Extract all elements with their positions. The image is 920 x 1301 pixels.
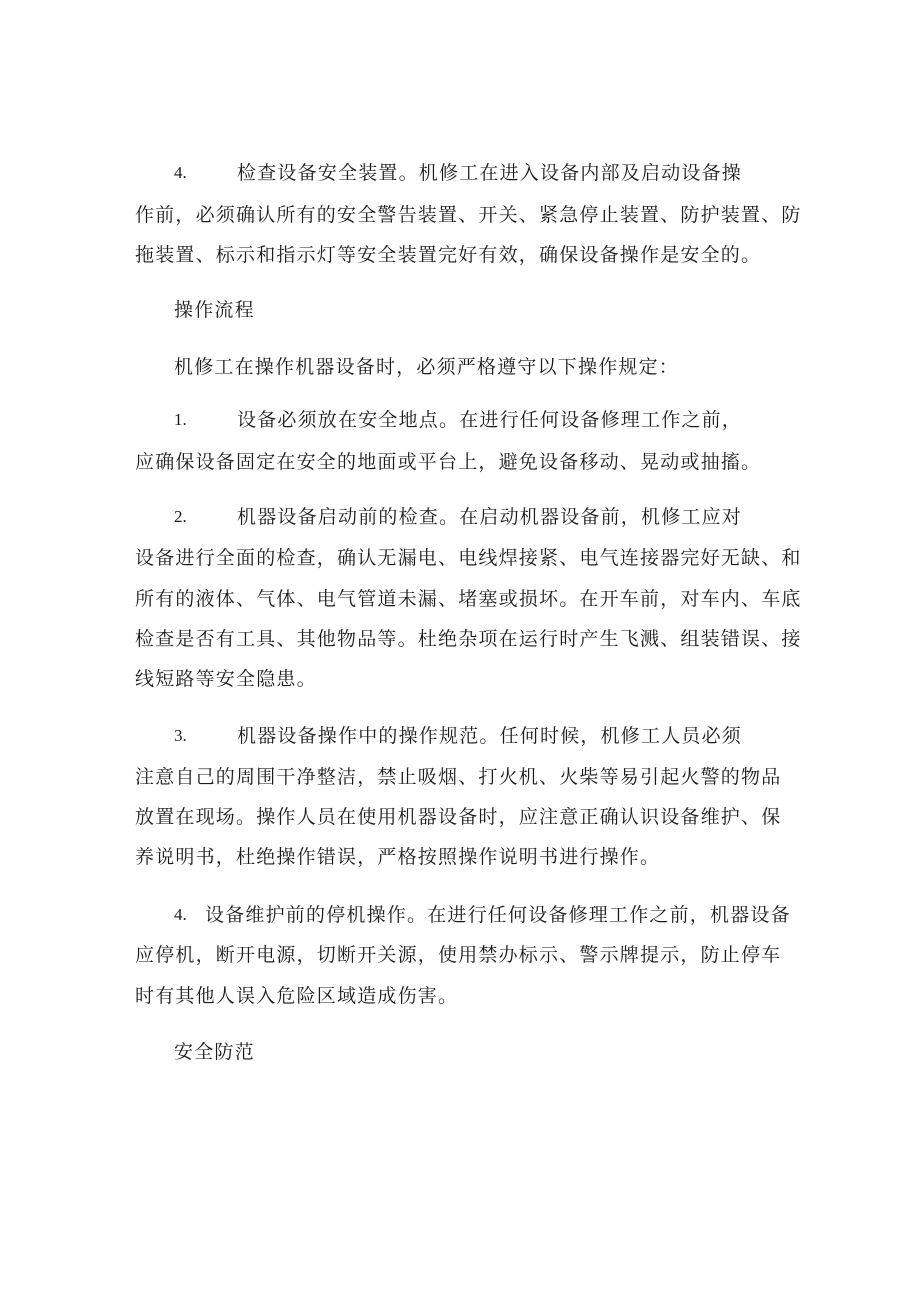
paragraph-line: 注意自己的周围干净整洁，禁止吸烟、打火机、火柴等易引起火警的物品 bbox=[135, 766, 782, 788]
paragraph-line: 设备维护前的停机操作。在进行任何设备修理工作之前，机器设备 bbox=[205, 904, 791, 926]
paragraph-line: 设备进行全面的检查，确认无漏电、电线焊接紧、电气连接器完好无缺、和 bbox=[135, 547, 802, 569]
paragraph-line: 养说明书，杜绝操作错误，严格按照操作说明书进行操作。 bbox=[135, 846, 661, 868]
item-number: 4. bbox=[174, 905, 187, 924]
section-heading-operation: 操作流程 bbox=[174, 299, 255, 321]
paragraph-line: 机器设备启动前的检查。在启动机器设备前，机修工应对 bbox=[237, 506, 743, 528]
paragraph-line: 所有的液体、气体、电气管道未漏、堵塞或损坏。在开车前，对车内、车底 bbox=[135, 588, 802, 610]
item-number: 3. bbox=[174, 726, 187, 745]
item-number: 2. bbox=[174, 507, 187, 526]
paragraph-line: 检查设备安全装置。机修工在进入设备内部及启动设备操 bbox=[237, 162, 743, 184]
intro-paragraph: 机修工在操作机器设备时，必须严格遵守以下操作规定： bbox=[174, 356, 680, 378]
paragraph-line: 时有其他人误入危险区域造成伤害。 bbox=[135, 985, 459, 1007]
item-number: 1. bbox=[174, 410, 187, 429]
item-number: 4. bbox=[174, 163, 187, 182]
paragraph-line: 应确保设备固定在安全的地面或平台上，避免设备移动、晃动或抽搐。 bbox=[135, 451, 762, 473]
paragraph-line: 检查是否有工具、其他物品等。杜绝杂项在运行时产生飞溅、组装错误、接 bbox=[135, 628, 802, 650]
paragraph-line: 机器设备操作中的操作规范。任何时候，机修工人员必须 bbox=[237, 725, 743, 747]
paragraph-line: 拖装置、标示和指示灯等安全装置完好有效，确保设备操作是安全的。 bbox=[135, 244, 762, 266]
section-heading-safety: 安全防范 bbox=[174, 1041, 255, 1063]
paragraph-line: 作前，必须确认所有的安全警告装置、开关、紧急停止装置、防护装置、防 bbox=[135, 204, 802, 226]
paragraph-line: 放置在现场。操作人员在使用机器设备时，应注意正确认识设备维护、保 bbox=[135, 806, 782, 828]
paragraph-line: 应停机，断开电源，切断开关源，使用禁办标示、警示牌提示，防止停车 bbox=[135, 944, 782, 966]
paragraph-line: 设备必须放在安全地点。在进行任何设备修理工作之前， bbox=[237, 409, 743, 431]
paragraph-line: 线短路等安全隐患。 bbox=[135, 668, 317, 690]
